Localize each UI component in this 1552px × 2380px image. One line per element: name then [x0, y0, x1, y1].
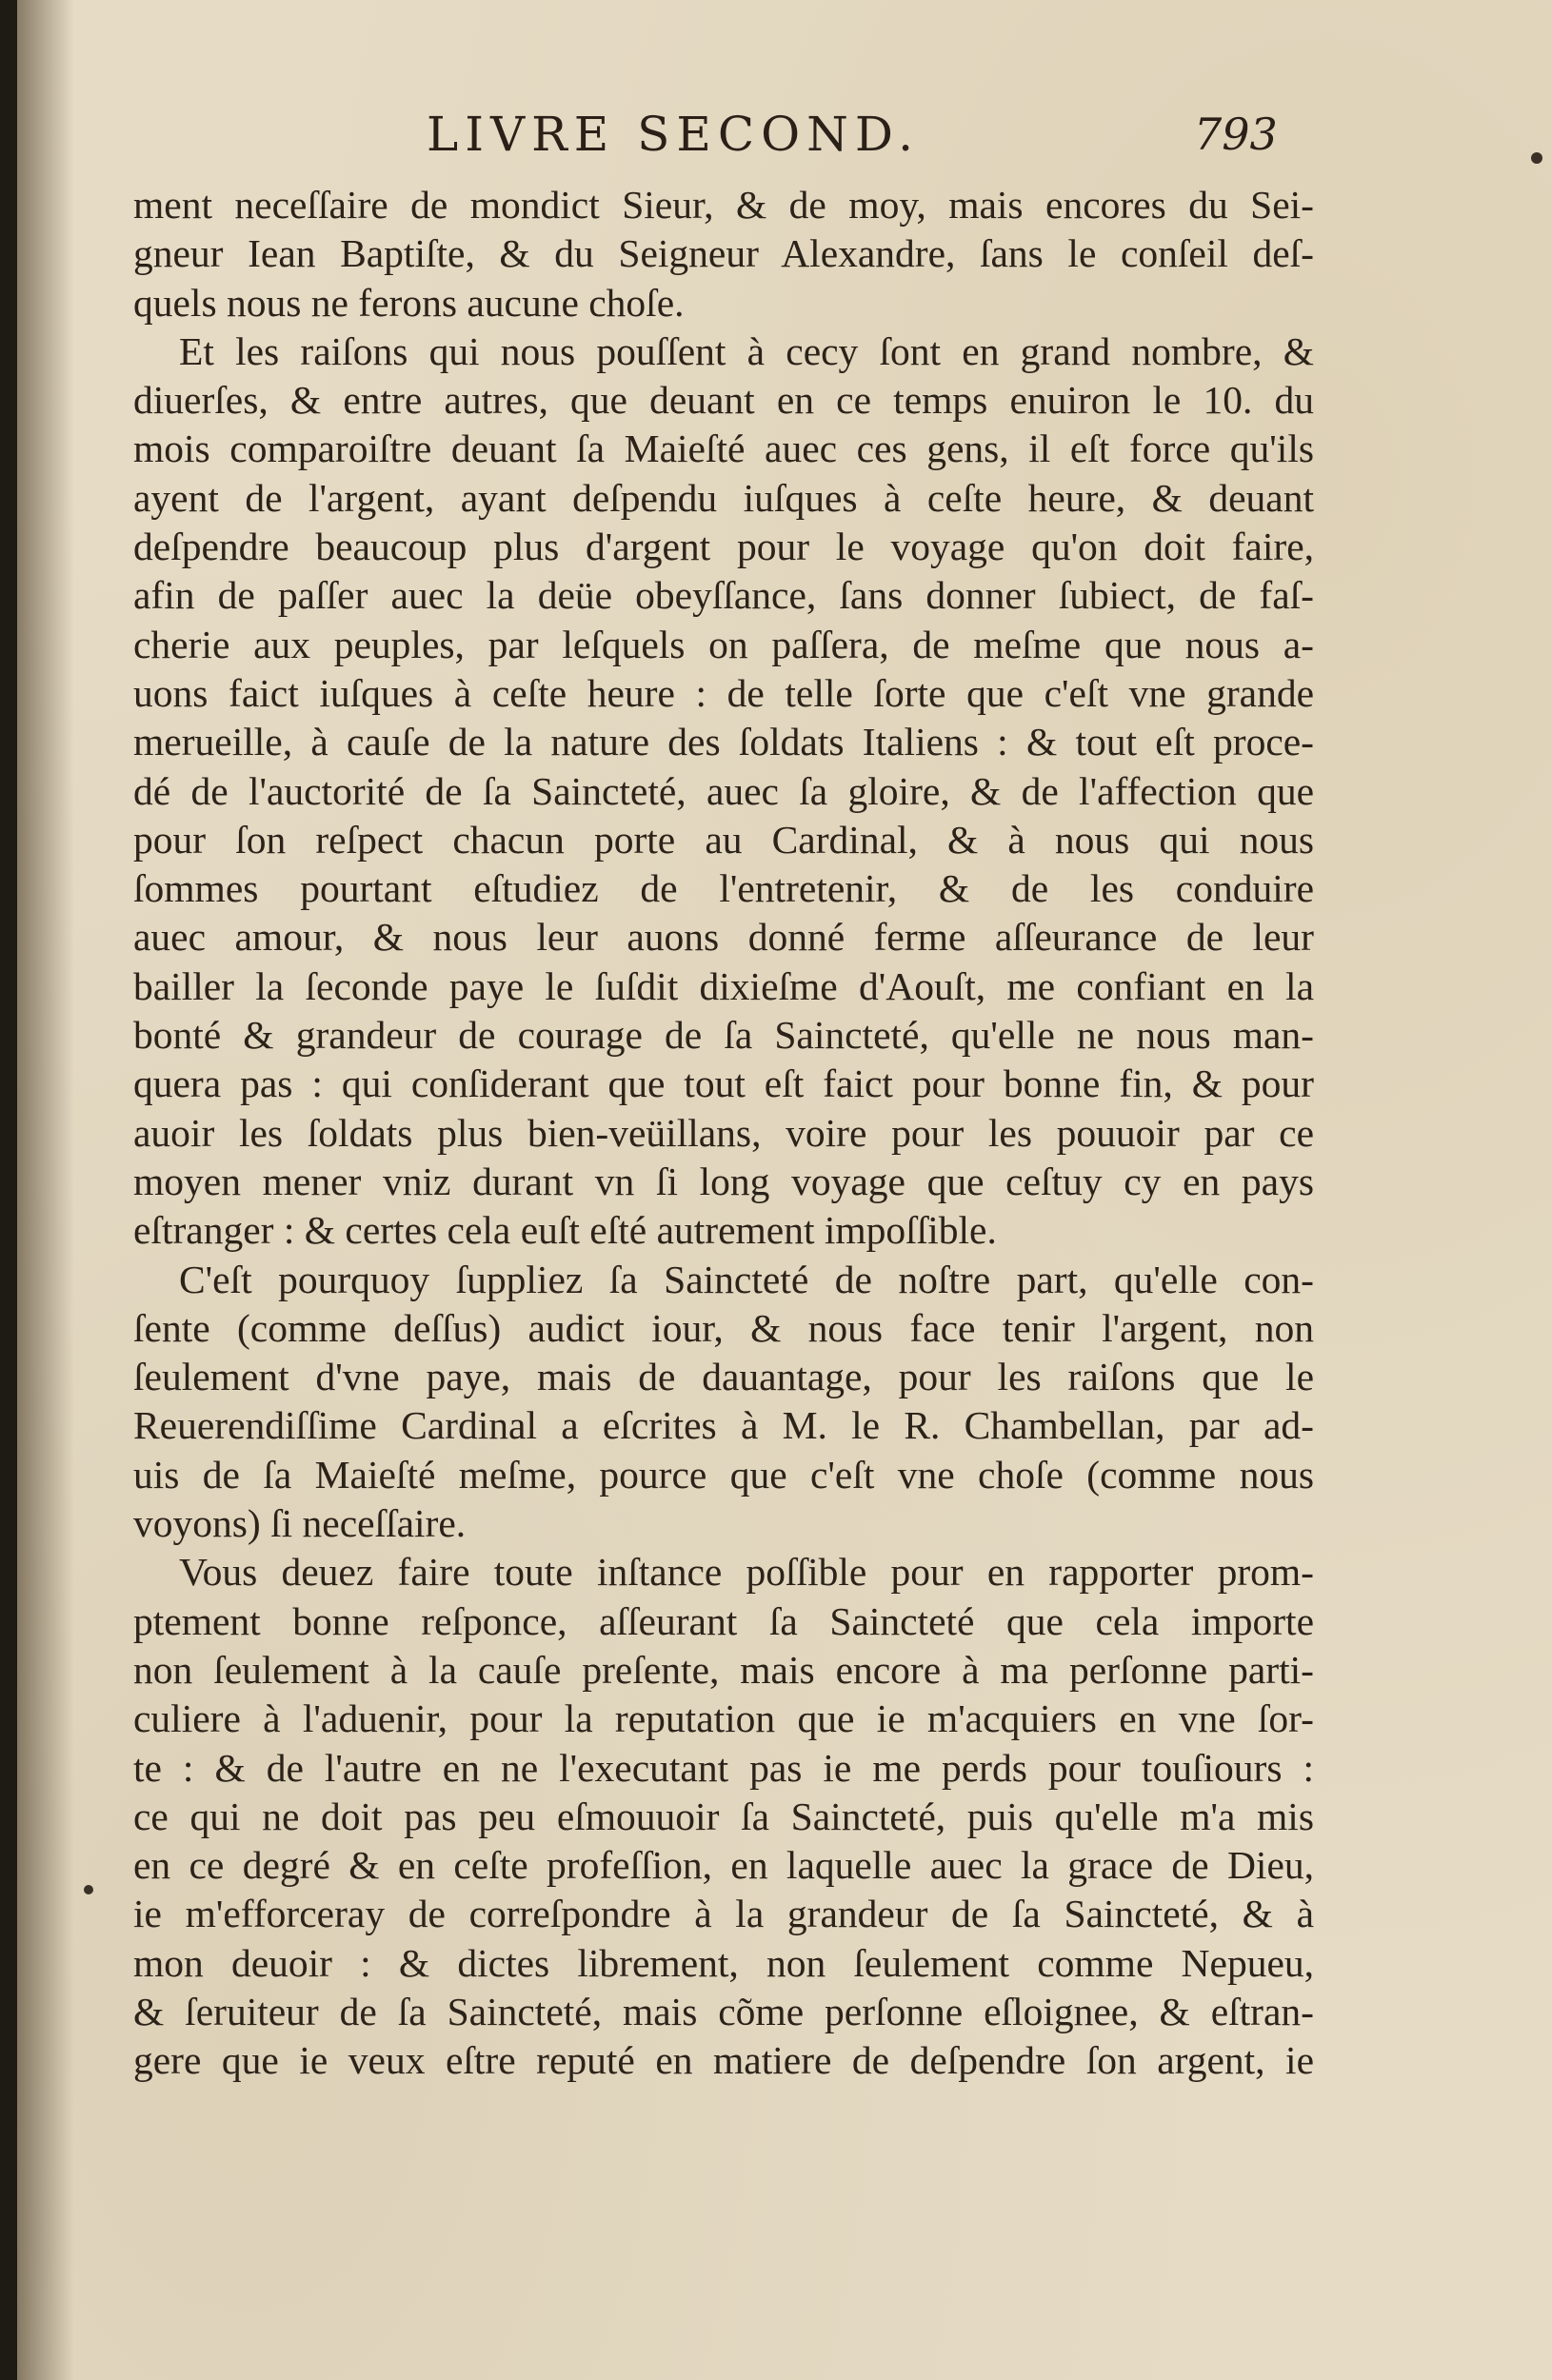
text-line: uis de ſa Maieſté meſme, pource que c'eſt vne choſe (comme nous	[133, 1452, 1314, 1497]
text-line: mois comparoiſtre deuant ſa Maieſté auec ces gens, il eſt force qu'ils	[133, 426, 1314, 471]
text-line: te : & de l'autre en ne l'executant pas ie me perds pour touſiours :	[133, 1745, 1314, 1790]
text-line: ment neceſſaire de mondict Sieur, & de moy, mais encores du Sei-	[133, 183, 1314, 227]
text-line: voyons) ſi neceſſaire.	[133, 1501, 467, 1546]
text-line: dé de l'auctorité de ſa Saincteté, auec ſa gloire, & de l'affection que	[133, 768, 1314, 813]
text-line: ie m'efforceray de correſpondre à la grandeur de ſa Saincteté, & à	[133, 1892, 1314, 1936]
text-line: eſtranger : & certes cela euſt eſté autrement impoſſible.	[133, 1208, 997, 1253]
text-line: non ſeulement à la cauſe preſente, mais encore à ma perſonne parti-	[133, 1647, 1314, 1692]
book-page	[17, 0, 1552, 2380]
text-line: Et les raiſons qui nous pouſſent à cecy ſont en grand nombre, &	[179, 328, 1314, 373]
text-line: cherie aux peuples, par leſquels on paſſera, de meſme que nous a-	[133, 622, 1314, 666]
text-line: pour ſon reſpect chacun porte au Cardinal, & à nous qui nous	[133, 817, 1314, 862]
text-line: afin de paſſer auec la deüe obeyſſance, ſans donner ſubiect, de faſ-	[133, 573, 1314, 618]
text-line: merueille, à cauſe de la nature des ſoldats Italiens : & tout eſt proce-	[133, 720, 1314, 764]
text-line: gere que ie veux eſtre reputé en matiere de deſpendre ſon argent, ie	[133, 2038, 1314, 2083]
text-line: ptement bonne reſponce, aſſeurant ſa Saincteté que cela importe	[133, 1598, 1314, 1643]
text-line: bailler la ſeconde paye le ſuſdit dixieſme d'Aouſt, me confiant en la	[133, 963, 1314, 1008]
text-line: quels nous ne ferons aucune choſe.	[133, 280, 685, 325]
text-line: ayent de l'argent, ayant deſpendu iuſques à ceſte heure, & deuant	[133, 475, 1314, 520]
text-line: gneur Iean Baptiſte, & du Seigneur Alexandre, ſans le conſeil deſ-	[133, 231, 1314, 276]
text-line: bonté & grandeur de courage de ſa Saincteté, qu'elle ne nous man-	[133, 1013, 1314, 1058]
text-line: uons faict iuſques à ceſte heure : de telle ſorte que c'eſt vne grande	[133, 670, 1314, 715]
text-line: diuerſes, & entre autres, que deuant en ce temps enuiron le 10. du	[133, 378, 1314, 423]
text-line: moyen mener vniz durant vn ſi long voyage que ceſtuy cy en pays	[133, 1159, 1314, 1203]
page-gutter-shadow	[17, 0, 74, 2380]
text-line: ſommes pourtant eſtudiez de l'entretenir, & de les conduire	[133, 866, 1314, 911]
page-number: 793	[1194, 109, 1278, 160]
text-line: ſeulement d'vne paye, mais de dauantage, pour les raiſons que le	[133, 1355, 1314, 1399]
text-line: C'eſt pourquoy ſuppliez ſa Saincteté de noſtre part, qu'elle con-	[179, 1257, 1314, 1301]
body-text	[133, 181, 1314, 2086]
text-line: mon deuoir : & dictes librement, non ſeulement comme Nepueu,	[133, 1940, 1314, 1985]
text-line: deſpendre beaucoup plus d'argent pour le voyage qu'on doit faire,	[133, 525, 1314, 569]
text-line: auoir les ſoldats plus bien-veüillans, voire pour les pouuoir par ce	[133, 1110, 1314, 1155]
text-line: & ſeruiteur de ſa Saincteté, mais cõme perſonne eſloignee, & eſtran-	[133, 1989, 1314, 2033]
text-line: en ce degré & en ceſte profeſſion, en laquelle auec la grace de Dieu,	[133, 1843, 1314, 1888]
text-line: ce qui ne doit pas peu eſmouuoir ſa Saincteté, puis qu'elle m'a mis	[133, 1794, 1314, 1838]
text-line: Vous deuez faire toute inſtance poſſible pour en rapporter prom-	[179, 1550, 1314, 1595]
running-title: LIVRE SECOND.	[427, 107, 921, 162]
text-line: quera pas : qui conſiderant que tout eſt faict pour bonne fin, & pour	[133, 1061, 1314, 1106]
ink-spot	[1531, 152, 1542, 164]
text-line: ſente (comme deſſus) audict iour, & nous face tenir l'argent, non	[133, 1305, 1314, 1350]
ink-spot	[84, 1885, 93, 1894]
text-line: culiere à l'aduenir, pour la reputation que ie m'acquiers en vne ſor-	[133, 1696, 1314, 1741]
text-line: auec amour, & nous leur auons donné ferme aſſeurance de leur	[133, 915, 1314, 960]
text-line: Reuerendiſſime Cardinal a eſcrites à M. le R. Chambellan, par ad-	[133, 1403, 1314, 1448]
